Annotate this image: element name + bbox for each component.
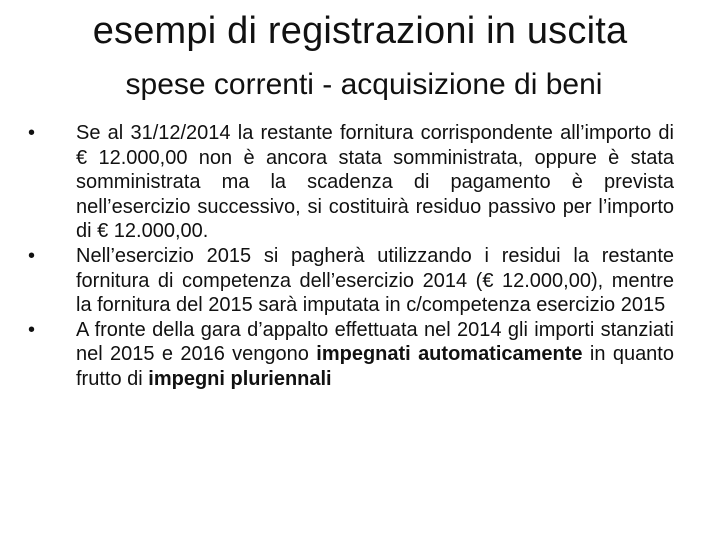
bullet-bold-text: impegnati automaticamente bbox=[316, 343, 583, 366]
bullet-icon: • bbox=[28, 244, 36, 267]
bullet-item bbox=[28, 121, 674, 244]
bullet-icon: • bbox=[28, 318, 36, 341]
bullet-text-before: A fronte della gara d’appalto effettuata nel 2014 gli importi stanziati nel 2015 e 2016 vengono bbox=[76, 318, 674, 366]
bullet-text-middle: in quanto frutto di bbox=[76, 343, 674, 390]
bullet-list bbox=[28, 121, 674, 392]
bullet-bold-text: impegni pluriennali bbox=[148, 367, 332, 390]
bullet-item bbox=[28, 318, 674, 392]
bullet-text: Se al 31/12/2014 la restante fornitura corrispondente all’importo di € 12.000,00 non è ancora stata somministrata, oppure è stata somministrata ma la scadenza di pagamento è prevista nell’esercizio successivo, si costituirà residuo passivo per l’importo di € 12.000,00. bbox=[76, 122, 674, 243]
bullet-icon: • bbox=[28, 122, 36, 144]
slide-title: esempi di registrazioni in uscita bbox=[92, 10, 628, 52]
bullet-item bbox=[28, 244, 674, 318]
slide-subtitle: spese correnti - acquisizione di beni bbox=[125, 68, 603, 101]
bullet-text: Nell’esercizio 2015 si pagherà utilizzando i residui la restante fornitura di competenza dell’esercizio 2014 (€ 12.000,00), mentre la fornitura del 2015 sarà imputata in c/competenza esercizio 2015 bbox=[76, 244, 674, 317]
